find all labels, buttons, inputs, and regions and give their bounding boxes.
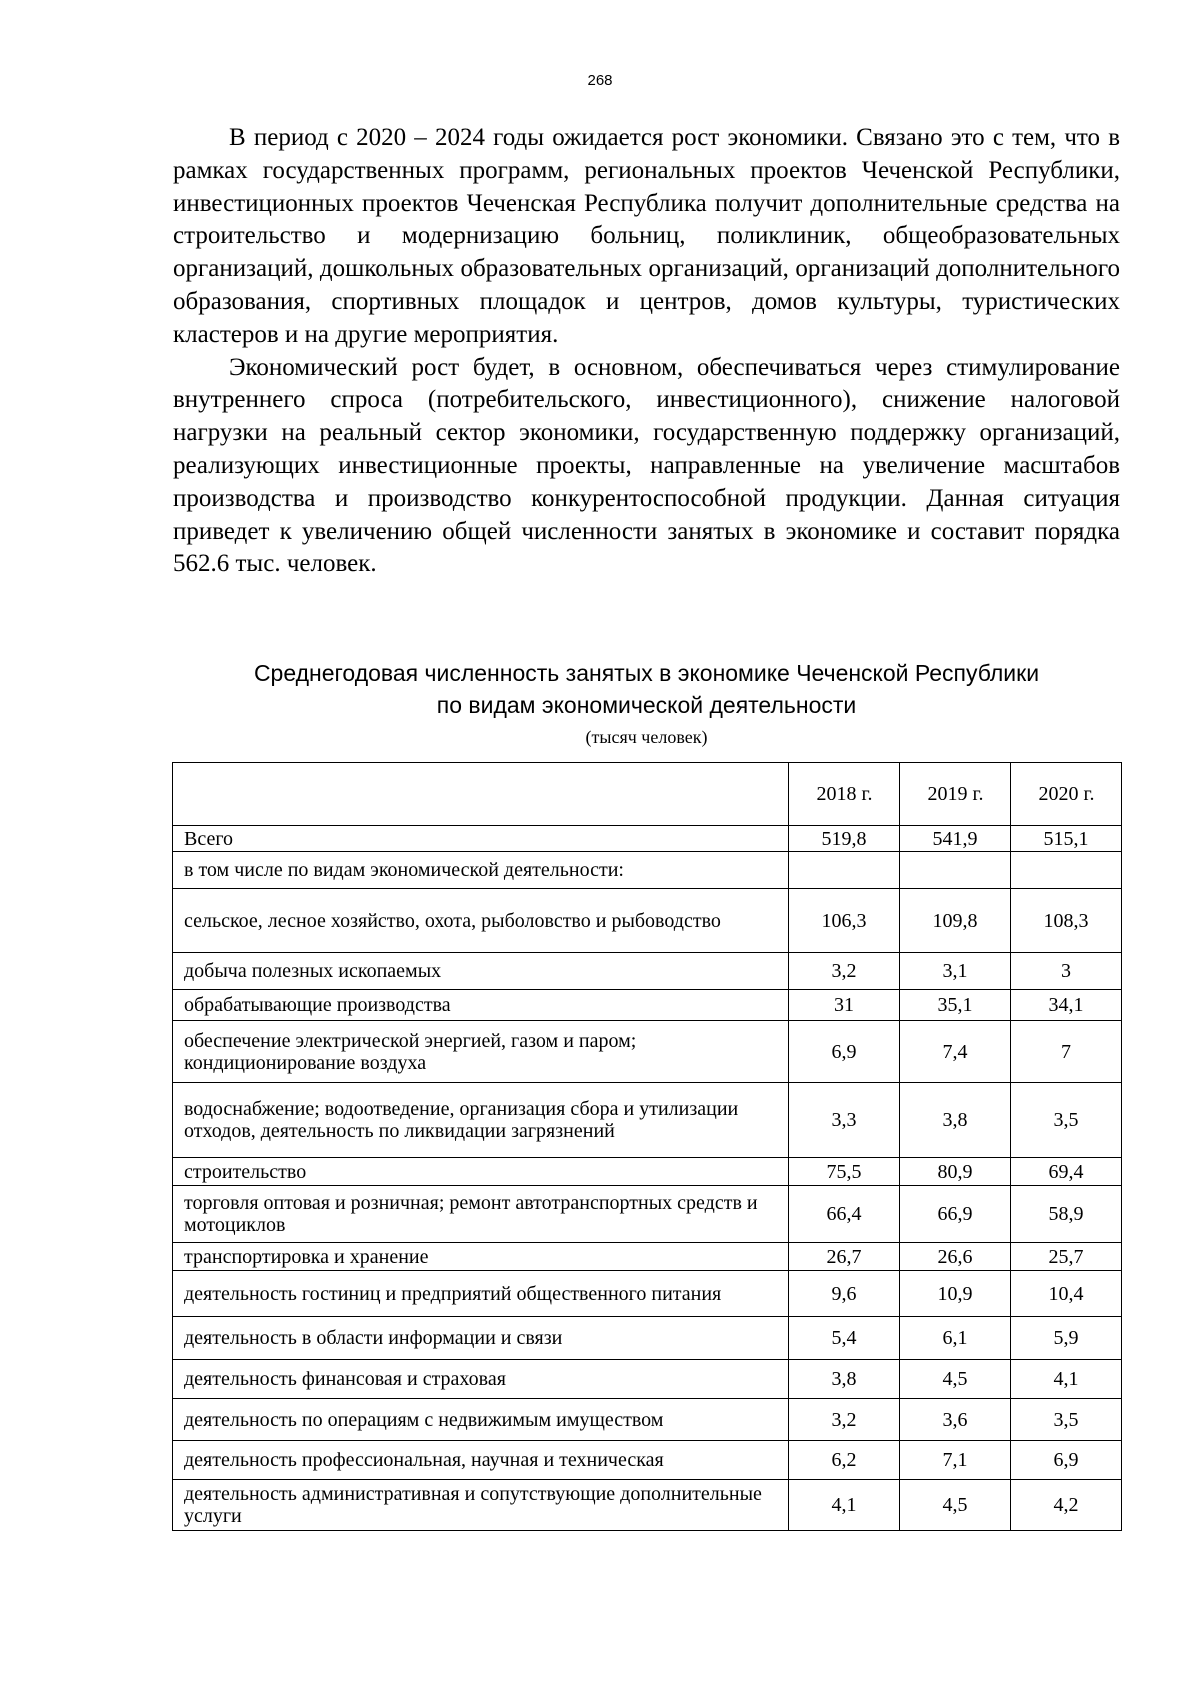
value-2018: 3,3	[789, 1083, 900, 1158]
value-2020: 4,1	[1011, 1360, 1122, 1399]
table-row	[173, 1480, 1122, 1531]
value-2020: 108,3	[1011, 889, 1122, 953]
value-2018: 6,2	[789, 1441, 900, 1480]
value-2019: 541,9	[900, 826, 1011, 852]
header-year-2019: 2019 г.	[900, 763, 1011, 826]
activity-label: в том числе по видам экономической деятельности:	[173, 852, 789, 889]
value-2020: 25,7	[1011, 1243, 1122, 1271]
value-2019: 26,6	[900, 1243, 1011, 1271]
value-2019: 4,5	[900, 1480, 1011, 1531]
value-2018: 3,2	[789, 1399, 900, 1441]
activity-label: обеспечение электрической энергией, газом и паром; кондиционирование воздуха	[173, 1021, 789, 1083]
value-2019: 10,9	[900, 1271, 1011, 1317]
value-2018: 66,4	[789, 1186, 900, 1243]
activity-label: торговля оптовая и розничная; ремонт автотранспортных средств и мотоциклов	[173, 1186, 789, 1243]
paragraph-growth-drivers: Экономический рост будет, в основном, обеспечиваться через стимулирование внутреннего спроса (потребительского, инвестиционного), снижение налоговой нагрузки на реальный сектор экономики, государственную поддержку организаций, реализующих инвестиционные проекты, направленные на увеличение масштабов производства и производство конкурентоспособной продукции. Данная ситуация приведет к увеличению общей численности занятых в экономике и составит порядка 562.6 тыс. человек.	[173, 353, 1120, 578]
value-2020: 7	[1011, 1021, 1122, 1083]
table-units: (тысяч человек)	[585, 727, 708, 747]
value-2018: 106,3	[789, 889, 900, 953]
value-2018: 3,8	[789, 1360, 900, 1399]
value-2019: 4,5	[900, 1360, 1011, 1399]
page-number: 268	[587, 72, 613, 89]
value-2020: 34,1	[1011, 990, 1122, 1021]
table-row	[173, 1360, 1122, 1399]
table-row	[173, 1083, 1122, 1158]
table-row	[173, 953, 1122, 990]
table-row	[173, 1271, 1122, 1317]
value-2019: 7,1	[900, 1441, 1011, 1480]
activity-label: строительство	[173, 1158, 789, 1186]
table-header-row	[173, 763, 1122, 826]
table-row	[173, 1158, 1122, 1186]
value-2018: 9,6	[789, 1271, 900, 1317]
activity-label: деятельность административная и сопутствующие дополнительные услуги	[173, 1480, 789, 1531]
table-title	[173, 657, 1120, 721]
activity-label: транспортировка и хранение	[173, 1243, 789, 1271]
value-2019: 66,9	[900, 1186, 1011, 1243]
value-2020: 58,9	[1011, 1186, 1122, 1243]
value-2019: 35,1	[900, 990, 1011, 1021]
employment-table	[172, 762, 1122, 1531]
table-row	[173, 1021, 1122, 1083]
activity-label: сельское, лесное хозяйство, охота, рыболовство и рыбоводство	[173, 889, 789, 953]
table-row	[173, 852, 1122, 889]
value-2019: 7,4	[900, 1021, 1011, 1083]
table-row	[173, 1399, 1122, 1441]
value-2019: 80,9	[900, 1158, 1011, 1186]
value-2020: 10,4	[1011, 1271, 1122, 1317]
value-2020: 5,9	[1011, 1317, 1122, 1360]
value-2020: 515,1	[1011, 826, 1122, 852]
value-2018: 6,9	[789, 1021, 900, 1083]
table-title-line-1: Среднегодовая численность занятых в экономике Чеченской Республики	[253, 660, 1040, 686]
table-row	[173, 990, 1122, 1021]
activity-label: деятельность профессиональная, научная и техническая	[173, 1441, 789, 1480]
body-text	[173, 122, 1120, 581]
activity-label: водоснабжение; водоотведение, организация сбора и утилизации отходов, деятельность по ликвидации загрязнений	[173, 1083, 789, 1158]
value-2018: 519,8	[789, 826, 900, 852]
activity-label: Всего	[173, 826, 789, 852]
value-2019: 3,1	[900, 953, 1011, 990]
value-2020: 3,5	[1011, 1399, 1122, 1441]
table-row	[173, 1243, 1122, 1271]
value-2018	[789, 852, 900, 889]
table-row	[173, 826, 1122, 852]
table-row	[173, 1186, 1122, 1243]
value-2018: 4,1	[789, 1480, 900, 1531]
table-title-line-2: по видам экономической деятельности	[436, 692, 857, 718]
header-label-cell	[173, 763, 789, 826]
activity-label: деятельность по операциям с недвижимым имуществом	[173, 1399, 789, 1441]
value-2018: 75,5	[789, 1158, 900, 1186]
activity-label: обрабатывающие производства	[173, 990, 789, 1021]
activity-label: деятельность финансовая и страховая	[173, 1360, 789, 1399]
value-2020	[1011, 852, 1122, 889]
table-body	[173, 826, 1122, 1531]
value-2020: 3	[1011, 953, 1122, 990]
value-2018: 5,4	[789, 1317, 900, 1360]
table-row	[173, 1441, 1122, 1480]
value-2018: 26,7	[789, 1243, 900, 1271]
value-2018: 3,2	[789, 953, 900, 990]
value-2020: 4,2	[1011, 1480, 1122, 1531]
value-2020: 3,5	[1011, 1083, 1122, 1158]
activity-label: деятельность гостиниц и предприятий общественного питания	[173, 1271, 789, 1317]
value-2019: 3,6	[900, 1399, 1011, 1441]
paragraph-economic-growth-forecast: В период с 2020 – 2024 годы ожидается рост экономики. Связано это с тем, что в рамках государственных программ, региональных проектов Чеченской Республики, инвестиционных проектов Чеченская Республика получит дополнительные средства на строительство и модернизацию больниц, поликлиник, общеобразовательных организаций, дошкольных образовательных организаций, организаций дополнительного образования, спортивных площадок и центров, домов культуры, туристических кластеров и на другие мероприятия.	[173, 124, 1120, 348]
value-2018: 31	[789, 990, 900, 1021]
value-2019: 109,8	[900, 889, 1011, 953]
table-row	[173, 889, 1122, 953]
value-2020: 6,9	[1011, 1441, 1122, 1480]
value-2019: 6,1	[900, 1317, 1011, 1360]
activity-label: деятельность в области информации и связи	[173, 1317, 789, 1360]
header-year-2018: 2018 г.	[789, 763, 900, 826]
value-2019: 3,8	[900, 1083, 1011, 1158]
value-2020: 69,4	[1011, 1158, 1122, 1186]
header-year-2020: 2020 г.	[1011, 763, 1122, 826]
activity-label: добыча полезных ископаемых	[173, 953, 789, 990]
table-row	[173, 1317, 1122, 1360]
value-2019	[900, 852, 1011, 889]
